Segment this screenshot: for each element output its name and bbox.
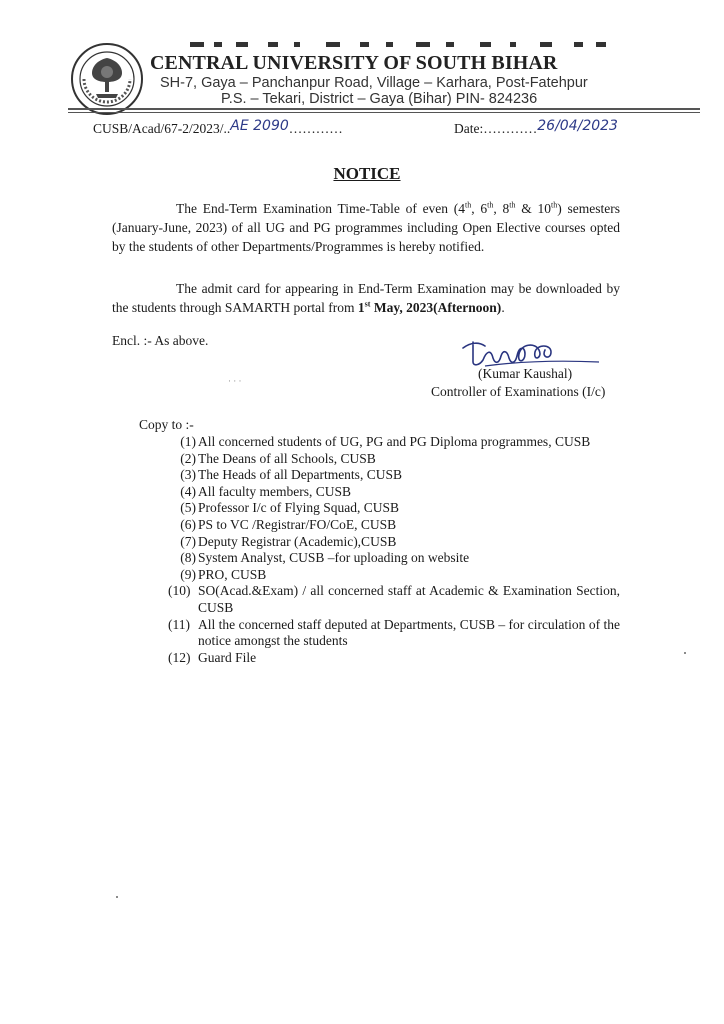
list-item-text: All concerned students of UG, PG and PG Diploma programmes, CUSB [198, 434, 591, 449]
list-item [168, 534, 620, 551]
list-item-text: The Deans of all Schools, CUSB [198, 450, 376, 466]
para1-text-2: , 6 [471, 201, 488, 216]
copy-to-heading: Copy to :- [139, 417, 194, 432]
hindi-university-name-graphic [190, 36, 610, 50]
list-item [168, 484, 620, 501]
list-item [168, 583, 620, 616]
para1-sup-2: th [487, 200, 494, 210]
list-item-number: (1) [180, 434, 196, 449]
list-item-text: PS to VC /Registrar/FO/CoE, CUSB [198, 516, 397, 532]
para2-text-1: The admit card for appearing in End-Term Examination may be downloaded by the students through SAMARTH portal from [112, 281, 620, 315]
enclosure-note: Encl. :- As above. [112, 333, 209, 348]
list-item-number: (7) [180, 533, 196, 549]
para1-text-5: ) semesters (January-June, 2023) of all UG and PG programmes including Open Elective courses opted by the students of other Departments/Programmes is hereby notified. [112, 201, 621, 254]
list-item-number: (12) [168, 649, 191, 665]
handwritten-date: 26/04/2023 [537, 118, 618, 134]
list-item-text: Deputy Registrar (Academic),CUSB [198, 533, 397, 549]
reference-label: CUSB/Acad/67-2/2023/ [93, 121, 224, 136]
copy-to-list [168, 434, 620, 666]
para1-sup-3: th [509, 200, 516, 210]
para2-end: . [501, 300, 505, 315]
list-item [168, 650, 620, 667]
date-label: Date: [454, 121, 484, 136]
list-item-text: PRO, CUSB [198, 566, 267, 582]
notice-date: Date:…………26/04/2023 [454, 118, 618, 136]
list-item-number: (9) [180, 566, 196, 582]
list-item-number: (4) [180, 483, 196, 499]
list-item-number: (10) [168, 583, 191, 599]
list-item-text: System Analyst, CUSB –for uploading on website [198, 550, 470, 566]
list-item [168, 434, 620, 451]
list-item [168, 451, 620, 468]
list-item-number: (2) [180, 450, 196, 466]
signatory-name: (Kumar Kaushal) [478, 366, 573, 381]
list-item [168, 467, 620, 484]
list-item-text: Guard File [198, 649, 257, 665]
handwritten-reference-number: AE 2090 [230, 118, 289, 134]
handwritten-signature-icon [455, 336, 605, 370]
signatory-title: Controller of Examinations (I/c) [431, 384, 606, 399]
reference-number: CUSB/Acad/67-2/2023/..AE 2090………… [93, 118, 343, 136]
para1-text-3: , 8 [493, 201, 510, 216]
university-name: CENTRAL UNIVERSITY OF SOUTH BIHAR [150, 52, 558, 74]
para1-sup-4: th [551, 200, 558, 210]
address-line-1: SH-7, Gaya – Panchanpur Road, Village – Karhara, Post-Fatehpur [160, 75, 588, 91]
scan-artifact: · · · [228, 376, 242, 386]
list-item-text: All faculty members, CUSB [198, 483, 351, 499]
letterhead-divider-thin [68, 112, 700, 113]
list-item [168, 567, 620, 584]
list-item-text: All the concerned staff deputed at Departments, CUSB – for circulation of the notice amongst the students [198, 616, 620, 649]
notice-paragraph-admit-card [112, 279, 620, 317]
address-line-2: P.S. – Tekari, District – Gaya (Bihar) PIN- 824236 [221, 91, 538, 107]
admit-date-day: 1 [357, 300, 365, 315]
notice-title-row [0, 164, 724, 184]
university-emblem-icon [70, 42, 144, 116]
notice-paragraph-timetable [112, 199, 620, 256]
admit-date-rest: May, 2023(Afternoon) [370, 300, 502, 315]
list-item [168, 517, 620, 534]
list-item-number: (11) [168, 616, 190, 632]
list-item [168, 550, 620, 567]
para1-text-1: The End-Term Examination Time-Table of even (4 [176, 201, 466, 216]
list-item-text: SO(Acad.&Exam) / all concerned staff at Academic & Examination Section, CUSB [198, 583, 620, 615]
list-item [168, 500, 620, 517]
admit-card-date [358, 300, 501, 315]
notice-title: NOTICE [333, 164, 401, 183]
para1-text-4: & 10 [515, 201, 552, 216]
list-item-number: (3) [180, 467, 196, 483]
scan-speck [684, 652, 686, 654]
scan-speck [116, 896, 118, 898]
list-item-number: (8) [180, 550, 196, 566]
list-item-number: (5) [180, 500, 196, 516]
letterhead-divider [68, 108, 700, 110]
admit-date-sup: st [364, 299, 371, 309]
list-item-number: (6) [180, 516, 196, 532]
para1-sup-1: th [465, 200, 472, 210]
list-item [168, 617, 620, 650]
list-item-text: The Heads of all Departments, CUSB [198, 467, 402, 483]
list-item-text: Professor I/c of Flying Squad, CUSB [198, 500, 400, 516]
